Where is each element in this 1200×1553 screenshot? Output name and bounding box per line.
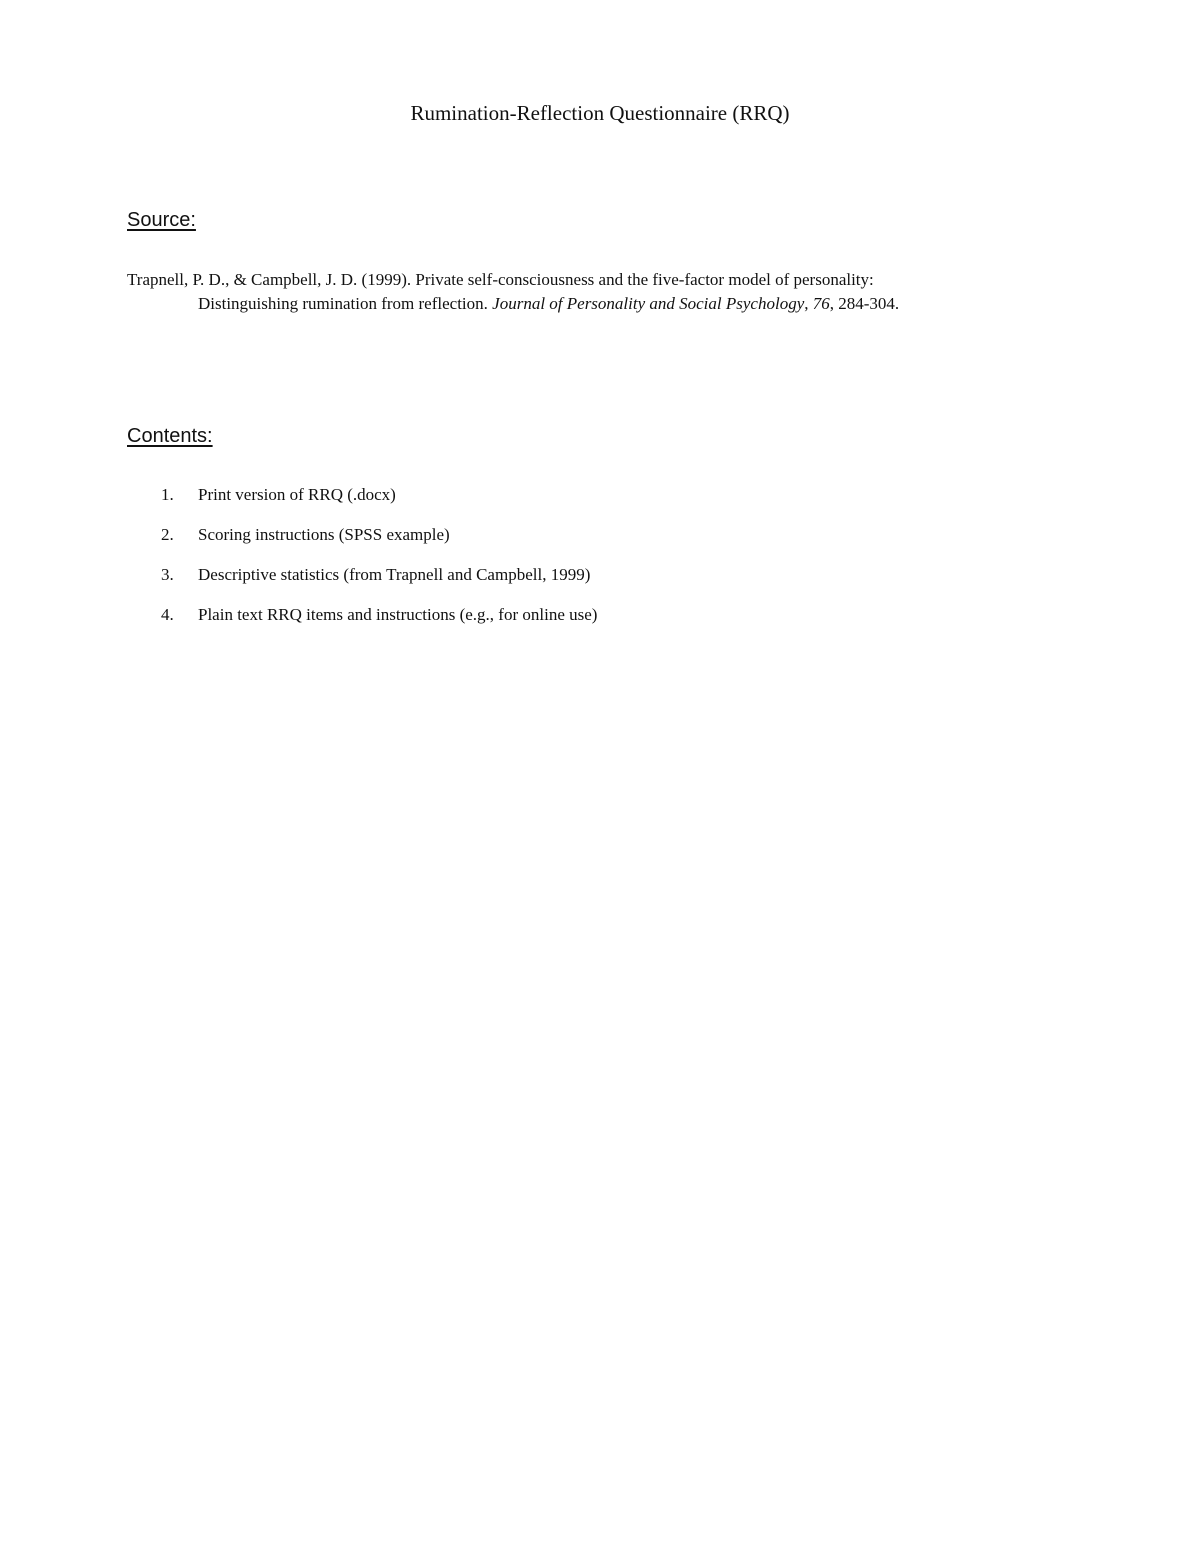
contents-item-number: 1. xyxy=(161,485,174,504)
citation-article-title: Distinguishing rumination from reflection. xyxy=(198,294,493,313)
source-heading: Source: xyxy=(127,209,196,231)
citation-journal: Journal of Personality and Social Psychology xyxy=(492,294,805,313)
citation-line-2 xyxy=(127,292,1087,316)
citation-pages: , 284-304. xyxy=(829,294,900,313)
citation-volume: 76 xyxy=(812,294,830,313)
contents-item-text: Scoring instructions (SPSS example) xyxy=(198,525,450,544)
contents-item xyxy=(127,563,1027,603)
document-title: Rumination-Reflection Questionnaire (RRQ) xyxy=(410,101,790,125)
contents-item-number: 4. xyxy=(161,605,174,624)
contents-heading: Contents: xyxy=(127,425,213,447)
contents-item-number: 3. xyxy=(161,565,174,584)
contents-item-text: Print version of RRQ (.docx) xyxy=(198,485,396,504)
contents-item-text: Descriptive statistics (from Trapnell and Campbell, 1999) xyxy=(198,565,591,584)
contents-item-number: 2. xyxy=(161,525,174,544)
citation-line-1: Trapnell, P. D., & Campbell, J. D. (1999). Private self-consciousness and the five-factor model of personality: xyxy=(127,270,874,289)
contents-item-text: Plain text RRQ items and instructions (e.g., for online use) xyxy=(198,605,598,624)
citation-separator: , xyxy=(804,294,813,313)
contents-item xyxy=(127,603,1027,643)
contents-item xyxy=(127,483,1027,523)
contents-item xyxy=(127,523,1027,563)
contents-list xyxy=(127,483,1027,643)
source-citation xyxy=(127,268,1087,316)
